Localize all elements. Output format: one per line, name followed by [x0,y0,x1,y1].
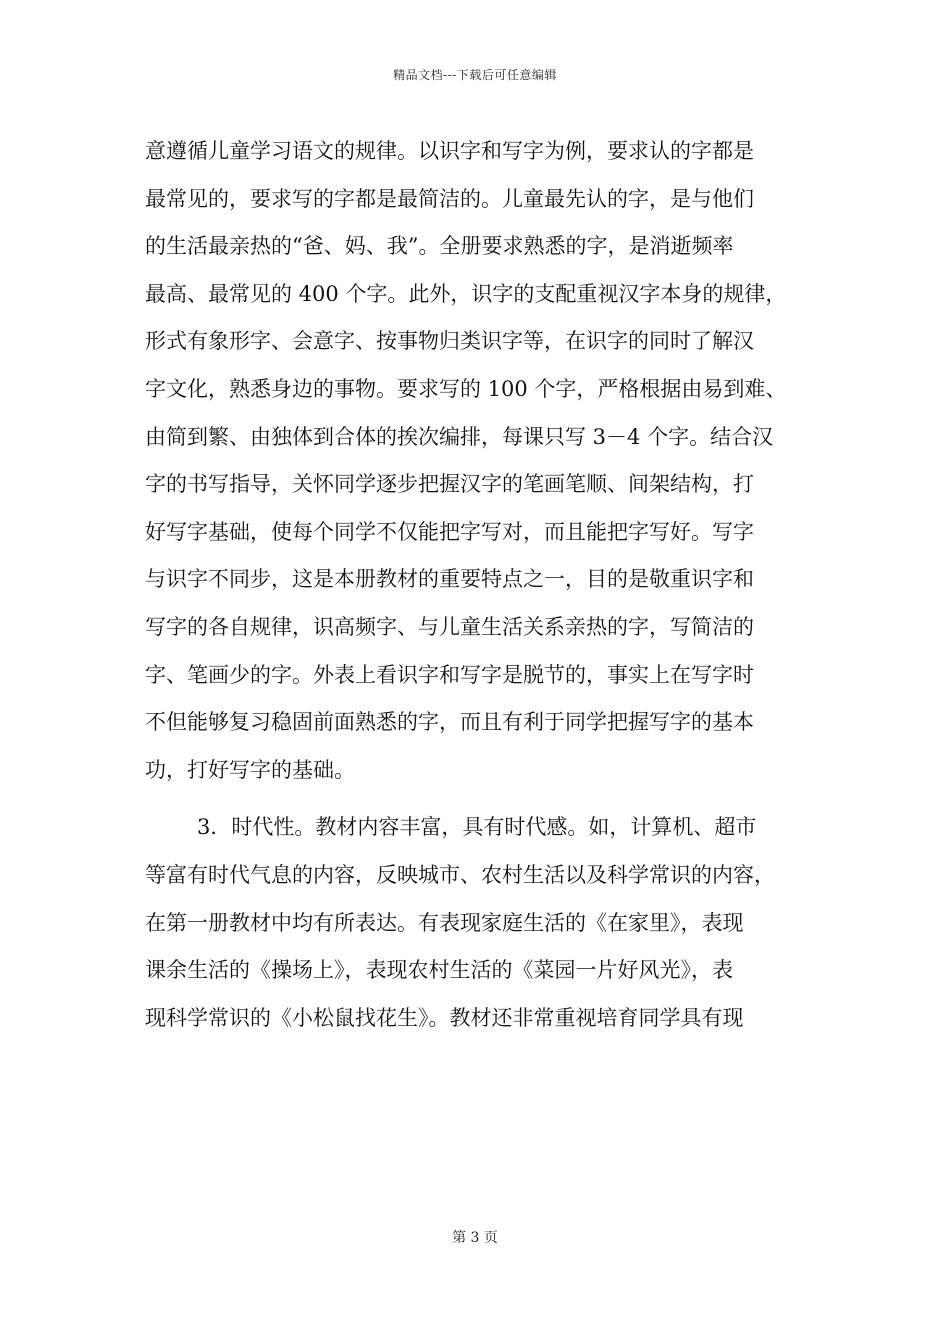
text-line: 字的书写指导，关怀同学逐步把握汉字的笔画笔顺、间架结构，打 [145,472,754,497]
text-line: 写字的各自规律，识高频字、与儿童生活关系亲热的字，写简洁的 [145,614,754,639]
text-line: 最常见的，要求写的字都是最简洁的。儿童最先认的字，是与他们 [145,186,754,211]
text-line: 形式有象形字、会意字、按事物归类识字等，在识字的同时了解汉 [145,329,754,354]
text-line: 最高、最常见的 400 个字。此外，识字的支配重视汉字本身的规律， [145,281,787,306]
text-line: 由简到繁、由独体到合体的挨次编排，每课只写 3－4 个字。结合汉 [145,424,774,449]
text-line: 现科学常识的《小松鼠找花生》。教材还非常重视培育同学具有现 [145,1005,744,1030]
text-line: 与识字不同步，这是本册教材的重要特点之一，目的是敬重识字和 [145,567,754,592]
text-line: 功，打好写字的基础。 [145,757,355,782]
paragraph-1 [145,128,825,794]
text-line: 好写字基础，使每个同学不仅能把字写对，而且能把字写好。写字 [145,519,754,544]
text-line: 3．时代性。教材内容丰富，具有时代感。如，计算机、超市 [197,815,757,840]
text-line: 意遵循儿童学习语文的规律。以识字和写字为例，要求认的字都是 [145,139,754,163]
text-line: 字文化，熟悉身边的事物。要求写的 100 个字，严格根据由易到难、 [145,376,787,401]
text-line: 字、笔画少的字。外表上看识字和写字是脱节的，事实上在写字时 [145,662,754,687]
text-line: 的生活最亲热的“爸、妈、我”。全册要求熟悉的字，是消逝频率 [145,234,734,259]
text-line: 在第一册教材中均有所表达。有表现家庭生活的《在家里》，表现 [145,910,744,935]
page-header: 精品文档---下载后可任意编辑 [393,68,557,82]
text-line: 等富有时代气息的内容，反映城市、农村生活以及科学常识的内容， [145,862,775,887]
page-number: 第 3 页 [452,1230,498,1246]
text-line: 课余生活的《操场上》，表现农村生活的《菜园一片好风光》，表 [145,958,733,983]
text-line: 不但能够复习稳固前面熟悉的字，而且有利于同学把握写字的基本 [145,710,754,735]
paragraph-2 [145,804,825,1042]
document-body [145,128,825,1042]
